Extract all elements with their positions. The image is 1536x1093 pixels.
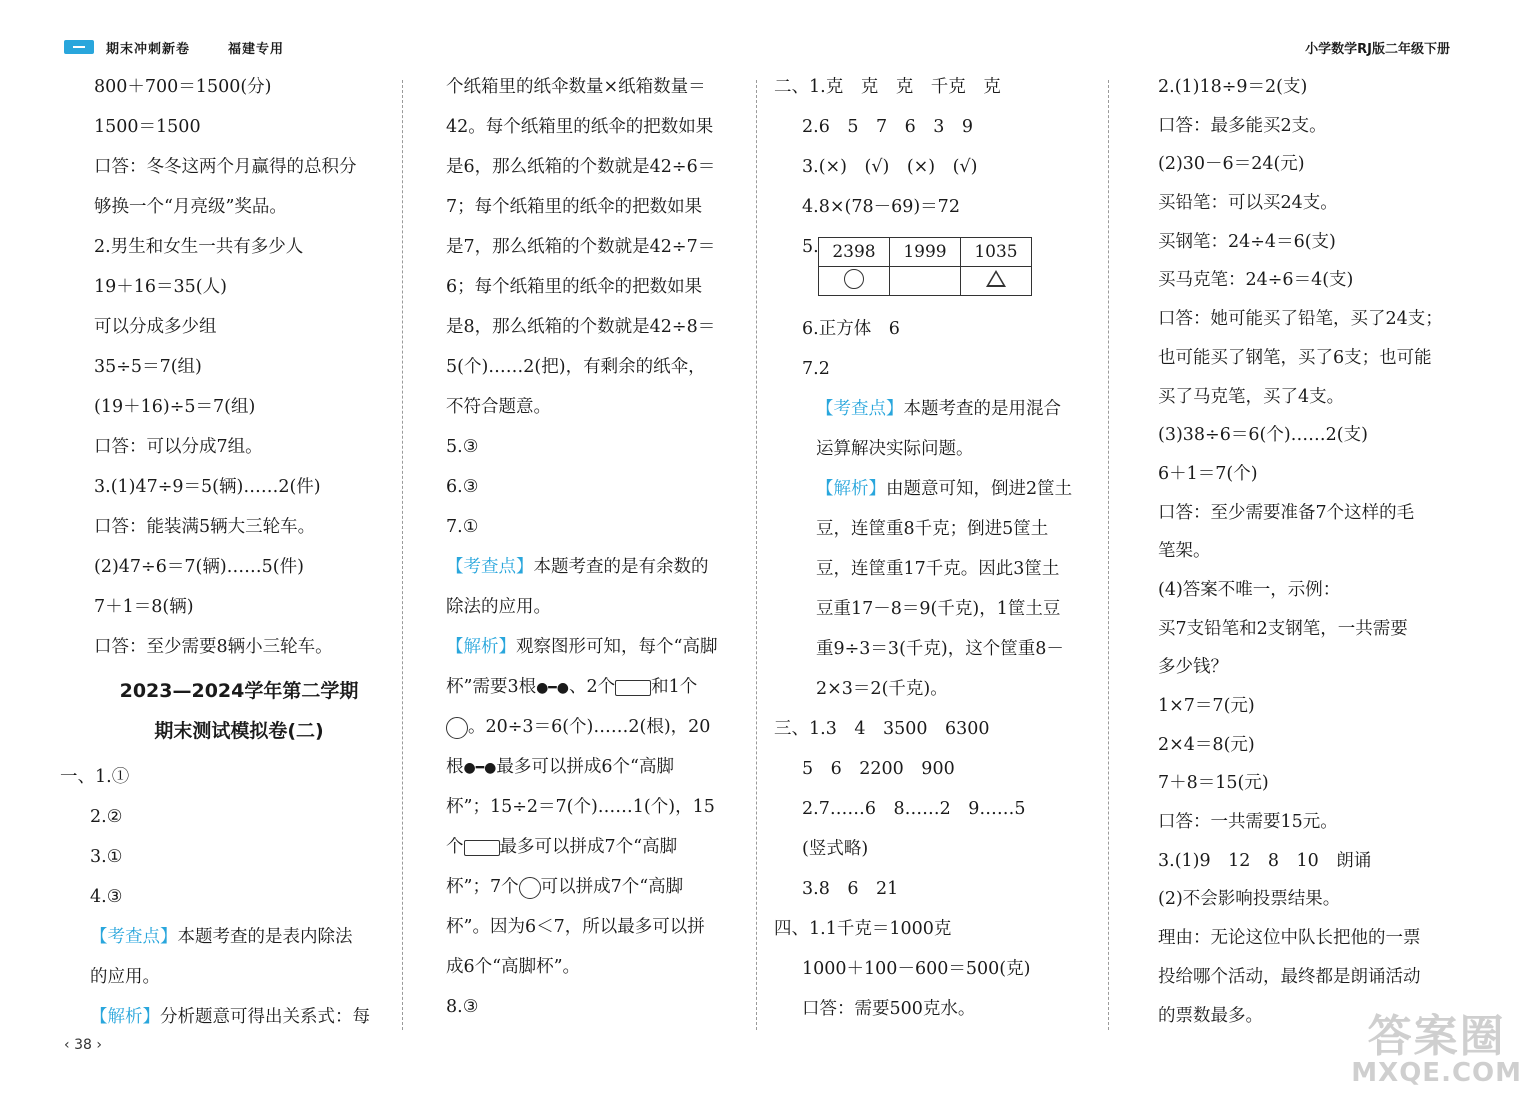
text-line: (3)38÷6＝6(个)……2(支) bbox=[1158, 425, 1368, 446]
answer-line: 一、1.① bbox=[60, 767, 130, 787]
exam-title-line2: 期末测试模拟卷(二) bbox=[154, 720, 324, 742]
answer-line: 3.8 6 21 bbox=[802, 879, 899, 899]
text-line: 口答：她可能买了铅笔，买了24支； bbox=[1158, 309, 1443, 330]
circle-icon bbox=[844, 269, 864, 289]
circle-icon bbox=[446, 717, 468, 739]
page-number: ‹ 38 › bbox=[64, 1037, 102, 1053]
text-line: 3.(1)9 12 8 10 朗诵 bbox=[1158, 850, 1372, 871]
text-line: 笔架。 bbox=[1158, 541, 1211, 562]
table-cell: 1999 bbox=[890, 238, 961, 267]
text-line: 重9÷3＝3(千克)，这个筐重8－ bbox=[816, 639, 1064, 659]
knowledge-point-text: 本题考查的是表内除法 bbox=[177, 927, 353, 947]
text-line: 可以分成多少组 bbox=[94, 317, 217, 337]
stick-icon: ●━● bbox=[463, 759, 497, 776]
table-row bbox=[819, 267, 1032, 296]
text-line: 2.男生和女生一共有多少人 bbox=[94, 237, 304, 257]
knowledge-point-line bbox=[774, 394, 1104, 434]
knowledge-point-text: 本题考查的是有余数的 bbox=[533, 557, 709, 577]
text-line: 买了马克笔，买了4支。 bbox=[1158, 386, 1345, 407]
text-line: 口答：一共需要15元。 bbox=[1158, 812, 1338, 833]
knowledge-point-line bbox=[446, 552, 746, 592]
province-label: 福建专用 bbox=[228, 42, 285, 57]
knowledge-point-text: 本题考查的是用混合 bbox=[903, 399, 1061, 419]
text-line: 买7支铅笔和2支钢笔，一共需要 bbox=[1158, 618, 1408, 639]
text-line: 42。每个纸箱里的纸伞的把数如果 bbox=[446, 117, 714, 137]
text-fragment: 。20÷3＝6(个)……2(根)，20 bbox=[468, 717, 711, 737]
text-fragment: 、2个 bbox=[568, 677, 616, 697]
text-line: 杯”。因为6＜7，所以最多可以拼 bbox=[446, 917, 705, 937]
answer-table bbox=[818, 237, 1032, 296]
text-line bbox=[446, 672, 746, 712]
table-row bbox=[819, 238, 1032, 267]
analysis-line bbox=[774, 474, 1104, 514]
column-divider bbox=[1108, 80, 1109, 1030]
knowledge-point-tag: 【考查点】 bbox=[816, 399, 904, 419]
brand-tag-icon bbox=[64, 40, 94, 54]
text-line: 1×7＝7(元) bbox=[1158, 696, 1255, 716]
text-line: 不符合题意。 bbox=[446, 397, 551, 417]
analysis-text: 观察图形可知，每个“高脚 bbox=[516, 637, 718, 657]
column-4 bbox=[1158, 72, 1458, 1039]
text-fragment: 最多可以拼成7个“高脚 bbox=[499, 837, 678, 857]
answer-line: 2.7……6 8……2 9……5 bbox=[802, 799, 1026, 819]
table-cell: 1035 bbox=[961, 238, 1032, 267]
text-line: 5(个)……2(把)，有剩余的纸伞， bbox=[446, 357, 706, 377]
text-line: 投给哪个活动，最终都是朗诵活动 bbox=[1158, 966, 1421, 987]
knowledge-point-line bbox=[60, 922, 390, 962]
text-line: 1500＝1500 bbox=[94, 117, 201, 137]
text-line: 够换一个“月亮级”奖品。 bbox=[94, 197, 287, 217]
answer-line: 5 6 2200 900 bbox=[802, 759, 955, 779]
text-line: 买铅笔：可以买24支。 bbox=[1158, 193, 1338, 214]
text-line: 的票数最多。 bbox=[1158, 1005, 1263, 1026]
stick-icon: ●━● bbox=[536, 679, 569, 696]
text-line: 口答：能装满5辆大三轮车。 bbox=[94, 517, 316, 537]
text-fragment: 和1个 bbox=[651, 677, 698, 697]
text-fragment: 根 bbox=[446, 757, 464, 777]
text-line: (2)30－6＝24(元) bbox=[1158, 154, 1305, 175]
analysis-text: 由题意可知，倒进2筐土 bbox=[886, 479, 1073, 499]
text-line: 2.(1)18÷9＝2(支) bbox=[1158, 77, 1308, 97]
text-line: 豆，连筐重17千克。因此3筐土 bbox=[816, 559, 1060, 579]
text-fragment: 杯”；7个 bbox=[446, 877, 519, 897]
text-line: 7；每个纸箱里的纸伞的把数如果 bbox=[446, 197, 703, 217]
answer-line: 5. bbox=[802, 237, 819, 257]
answer-line: 二、1.克 克 克 千克 克 bbox=[774, 77, 1001, 97]
text-line: 成6个“高脚杯”。 bbox=[446, 957, 581, 977]
answer-line: 四、1.1千克＝1000克 bbox=[774, 919, 952, 939]
text-line: 6；每个纸箱里的纸伞的把数如果 bbox=[446, 277, 703, 297]
answer-line: 3.① bbox=[90, 847, 123, 867]
text-line: 运算解决实际问题。 bbox=[816, 439, 974, 459]
text-line: 口答：至少需要8辆小三轮车。 bbox=[94, 637, 333, 657]
answer-line: 4.③ bbox=[90, 887, 123, 907]
answer-line: 2.6 5 7 6 3 9 bbox=[802, 117, 974, 137]
answer-line: 口答：需要500克水。 bbox=[802, 999, 976, 1019]
text-line: 口答：可以分成7组。 bbox=[94, 437, 263, 457]
table-cell bbox=[961, 267, 1032, 296]
text-line: 是6，那么纸箱的个数就是42÷6＝ bbox=[446, 157, 716, 177]
analysis-tag: 【解析】 bbox=[90, 1007, 160, 1027]
analysis-line bbox=[60, 1002, 390, 1042]
column-1-bottom bbox=[60, 762, 390, 1042]
column-divider bbox=[756, 80, 757, 1030]
watermark-url: MXQE.COM bbox=[1351, 1058, 1522, 1088]
watermark bbox=[1351, 1000, 1522, 1088]
answer-line: 三、1.3 4 3500 6300 bbox=[774, 719, 990, 739]
text-line: 的应用。 bbox=[90, 967, 160, 987]
answer-line: 6.③ bbox=[446, 477, 479, 497]
analysis-line bbox=[446, 632, 746, 672]
answer-line: 6.正方体 6 bbox=[802, 319, 900, 339]
text-line: 3.(1)47÷9＝5(辆)……2(件) bbox=[94, 477, 321, 497]
text-line: 除法的应用。 bbox=[446, 597, 551, 617]
text-line: 6＋1＝7(个) bbox=[1158, 463, 1258, 484]
text-line: 7＋1＝8(辆) bbox=[94, 597, 194, 617]
answer-line: 3.(×) (√) (×) (√) bbox=[802, 157, 978, 177]
answer-line: 7.① bbox=[446, 517, 479, 537]
text-line: 是7，那么纸箱的个数就是42÷7＝ bbox=[446, 237, 716, 257]
table-cell bbox=[890, 267, 961, 296]
answer-line: 4.8×(78－69)＝72 bbox=[802, 197, 960, 217]
text-line: 杯”；15÷2＝7(个)……1(个)，15 bbox=[446, 797, 715, 817]
series-title: 期末冲刺新卷 bbox=[106, 42, 191, 57]
text-line: 也可能买了钢笔，买了6支；也可能 bbox=[1158, 347, 1432, 368]
text-line: 个纸箱里的纸伞数量×纸箱数量＝ bbox=[446, 77, 706, 97]
triangle-icon bbox=[986, 270, 1006, 287]
knowledge-point-tag: 【考查点】 bbox=[446, 557, 534, 577]
text-line: (4)答案不唯一，示例： bbox=[1158, 579, 1341, 600]
text-fragment: 最多可以拼成6个“高脚 bbox=[496, 757, 674, 777]
text-line: 豆，连筐重8千克；倒进5筐土 bbox=[816, 519, 1049, 539]
text-line: (2)不会影响投票结果。 bbox=[1158, 889, 1341, 910]
column-divider bbox=[402, 80, 403, 1030]
answer-line: 1000＋100－600＝500(克) bbox=[802, 959, 1031, 979]
analysis-text: 分析题意可得出关系式：每 bbox=[160, 1007, 370, 1027]
text-line: 口答：冬冬这两个月赢得的总积分 bbox=[94, 157, 357, 177]
text-line: 800＋700＝1500(分) bbox=[94, 77, 272, 97]
answer-line: 7.2 bbox=[802, 359, 830, 379]
analysis-tag: 【解析】 bbox=[446, 637, 516, 657]
text-fragment: 杯”需要3根 bbox=[446, 677, 537, 697]
exam-title-line1: 2023—2024学年第二学期 bbox=[119, 680, 359, 702]
answer-line: 8.③ bbox=[446, 997, 479, 1017]
text-fragment: 个 bbox=[446, 837, 464, 857]
text-line: 买钢笔：24÷4＝6(支) bbox=[1158, 231, 1336, 252]
answer-line: (竖式略) bbox=[802, 839, 869, 859]
text-line: 2×4＝8(元) bbox=[1158, 734, 1255, 755]
text-line: 多少钱？ bbox=[1158, 657, 1228, 678]
circle-icon bbox=[519, 877, 541, 899]
text-line: 口答：至少需要准备7个这样的毛 bbox=[1158, 502, 1415, 523]
column-2 bbox=[446, 72, 746, 1032]
text-line bbox=[446, 752, 746, 792]
text-line: 口答：最多能买2支。 bbox=[1158, 115, 1327, 136]
text-line: 是8，那么纸箱的个数就是42÷8＝ bbox=[446, 317, 716, 337]
text-fragment: 可以拼成7个“高脚 bbox=[540, 877, 684, 897]
answer-line: 5.③ bbox=[446, 437, 479, 457]
text-line: (2)47÷6＝7(辆)……5(件) bbox=[94, 557, 304, 577]
page-number-value: 38 bbox=[74, 1037, 92, 1053]
text-line: 7＋8＝15(元) bbox=[1158, 773, 1269, 794]
knowledge-point-tag: 【考查点】 bbox=[90, 927, 178, 947]
text-line: 买马克笔：24÷6＝4(支) bbox=[1158, 270, 1354, 291]
watermark-text: 答案圈 bbox=[1367, 1011, 1506, 1062]
text-line bbox=[446, 832, 746, 872]
text-line bbox=[446, 872, 746, 912]
text-line: 豆重17－8＝9(千克)，1筐土豆 bbox=[816, 599, 1061, 619]
page-header bbox=[0, 0, 1536, 60]
text-line bbox=[446, 712, 746, 752]
table-cell: 2398 bbox=[819, 238, 890, 267]
text-line: (19＋16)÷5＝7(组) bbox=[94, 397, 256, 417]
analysis-tag: 【解析】 bbox=[816, 479, 886, 499]
text-line: 2×3＝2(千克)。 bbox=[816, 679, 948, 699]
text-line: 理由：无论这位中队长把他的一票 bbox=[1158, 928, 1421, 949]
column-1 bbox=[84, 72, 394, 756]
column-3 bbox=[774, 72, 1104, 1034]
rectangle-icon bbox=[464, 840, 500, 856]
answer-line: 2.② bbox=[90, 807, 123, 827]
text-line: 35÷5＝7(组) bbox=[94, 357, 202, 377]
rectangle-icon bbox=[615, 680, 651, 696]
subject-label: 小学数学RJ版二年级下册 bbox=[1305, 42, 1450, 57]
text-line: 19＋16＝35(人) bbox=[94, 277, 227, 297]
table-cell bbox=[819, 267, 890, 296]
